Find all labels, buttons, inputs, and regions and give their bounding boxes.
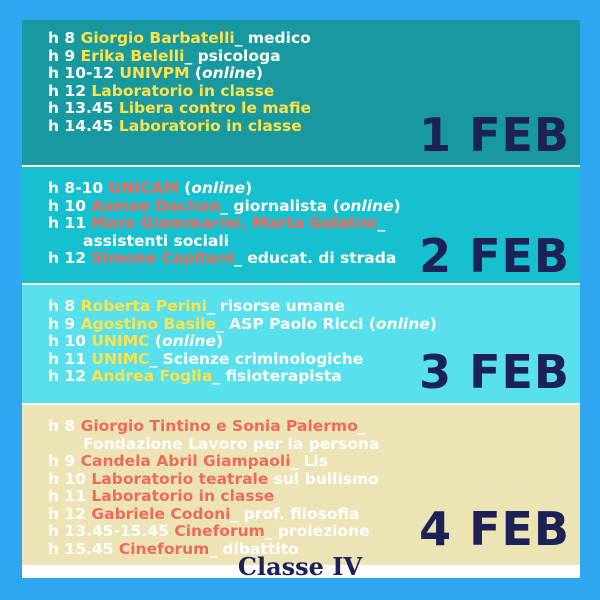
line-text: h 8 (48, 297, 81, 315)
line-text: _ dibattito (209, 539, 299, 558)
online-tag: online (191, 179, 246, 197)
schedule-list (48, 30, 311, 135)
line-text: ) (245, 179, 253, 197)
class-label: Classe IV (237, 552, 363, 581)
highlight-text: UNICAM (108, 179, 179, 197)
line-text: ( (178, 179, 192, 197)
highlight-text: Erika Belelli (80, 46, 185, 65)
highlight-text: Candela Abril Giampaoli (80, 452, 291, 470)
line-text: h 8-10 (48, 179, 109, 197)
schedule-line (48, 368, 437, 386)
line-text: sul bullismo (268, 469, 379, 488)
schedule-line (48, 65, 311, 83)
online-tag: online (202, 64, 256, 82)
highlight-text: Laboratorio teatrale (91, 469, 269, 488)
line-text: _ Lis (290, 452, 329, 470)
line-text: h 12 (48, 504, 92, 523)
day-date: 2 FEB (419, 229, 570, 283)
line-text: assistenti sociali (83, 231, 229, 250)
highlight-text: Giorgio Barbatelli (80, 29, 235, 47)
schedule-line (48, 233, 401, 251)
line-text: _ (377, 214, 386, 232)
schedule-line (48, 118, 311, 136)
line-text: _ medico (234, 29, 311, 47)
line-text: h 9 (48, 452, 81, 470)
schedule-line (48, 30, 311, 48)
line-text: h 10 (48, 469, 92, 488)
line-text: ) (393, 196, 401, 215)
line-text: h 13.45-15.45 (48, 522, 175, 540)
line-text: _ ASP Paolo Ricci ( (216, 314, 376, 333)
highlight-text: Laboratorio in classe (91, 487, 275, 505)
line-text: h 10 (48, 196, 92, 215)
online-tag: online (339, 196, 394, 215)
line-text: _ Scienze criminologiche (149, 349, 364, 368)
highlight-text: Agostino Basile (80, 314, 217, 333)
highlight-text: Laboratorio in classe (118, 116, 302, 135)
line-text: _ psicologa (184, 46, 281, 65)
schedule-line (48, 198, 401, 216)
highlight-text: UNIMC (91, 332, 150, 350)
schedule-line (48, 333, 437, 351)
line-text: _ (357, 417, 366, 435)
line-text: _ educat. di strada (234, 249, 397, 267)
schedule-line (48, 506, 379, 524)
schedule-line (48, 471, 379, 489)
highlight-text: UNIVPM (119, 64, 190, 82)
day-date: 1 FEB (419, 108, 570, 162)
line-text: h 10 (48, 332, 92, 350)
online-tag: online (375, 314, 430, 333)
schedule-line (48, 215, 401, 233)
line-text: h 12 (48, 367, 92, 385)
schedule-line (48, 488, 379, 506)
highlight-text: Simone Capitani (91, 249, 235, 267)
line-text: ( (149, 332, 163, 350)
highlight-text: Cineforum (118, 539, 210, 558)
line-text: h 13.45 (48, 99, 119, 117)
schedule-line (48, 316, 437, 334)
schedule-line (48, 83, 311, 101)
line-text: h 15.45 (48, 539, 119, 558)
line-text: ) (255, 64, 263, 82)
line-text: _ giornalista ( (220, 196, 340, 215)
line-text: h 10-12 (48, 64, 120, 82)
schedule-list (48, 298, 437, 386)
schedule-line (48, 250, 401, 268)
day-date: 4 FEB (419, 502, 570, 556)
line-text: h 8 (48, 29, 81, 47)
schedule-list (48, 180, 401, 268)
highlight-text: Asmae Dachan (91, 196, 221, 215)
highlight-text: Mara Giammarini, Marta Galatini (91, 214, 378, 232)
schedule-line (48, 48, 311, 66)
schedule-line (48, 351, 437, 369)
highlight-text: Cineforum (174, 522, 265, 540)
day-panel-3-feb (22, 285, 580, 403)
line-text: _ prof. filosofia (230, 504, 360, 523)
highlight-text: Andrea Foglia (91, 367, 213, 385)
line-text: h 11 (48, 349, 92, 368)
line-text: h 11 (48, 487, 92, 505)
line-text: _ fisioterapista (212, 367, 342, 385)
line-text: Fondazione Lavoro per la persona (83, 434, 380, 453)
highlight-text: Giorgio Tintino e Sonia Palermo (80, 417, 358, 435)
line-text: h 12 (48, 81, 92, 100)
highlight-text: Roberta Perini (80, 297, 207, 315)
schedule-line (48, 453, 379, 471)
line-text: h 11 (48, 214, 92, 232)
day-panel-2-feb (22, 167, 580, 283)
schedule-line (48, 180, 401, 198)
schedule-line (48, 418, 379, 436)
line-text: h 9 (48, 46, 81, 65)
schedule-line (48, 523, 379, 541)
schedule-line (48, 100, 311, 118)
schedule-line (48, 436, 379, 454)
line-text: _ risorse umane (206, 297, 345, 315)
line-text: _ proiezione (264, 522, 370, 540)
line-text: h 14.45 (48, 116, 119, 135)
line-text: ) (429, 314, 437, 333)
line-text: ) (215, 332, 223, 350)
highlight-text: Gabriele Codoni (91, 504, 231, 523)
highlight-text: Libera contro le mafie (118, 99, 311, 117)
line-text: ( (189, 64, 202, 82)
day-date: 3 FEB (419, 345, 570, 399)
line-text: h 8 (48, 417, 81, 435)
highlight-text: UNIMC (91, 349, 150, 368)
line-text: h 12 (48, 249, 92, 267)
line-text: h 9 (48, 314, 81, 333)
highlight-text: Laboratorio in classe (91, 81, 275, 100)
online-tag: online (162, 332, 216, 350)
schedule-list (48, 418, 379, 558)
schedule-line (48, 298, 437, 316)
day-panel-1-feb (22, 20, 580, 165)
day-panel-4-feb (22, 405, 580, 565)
